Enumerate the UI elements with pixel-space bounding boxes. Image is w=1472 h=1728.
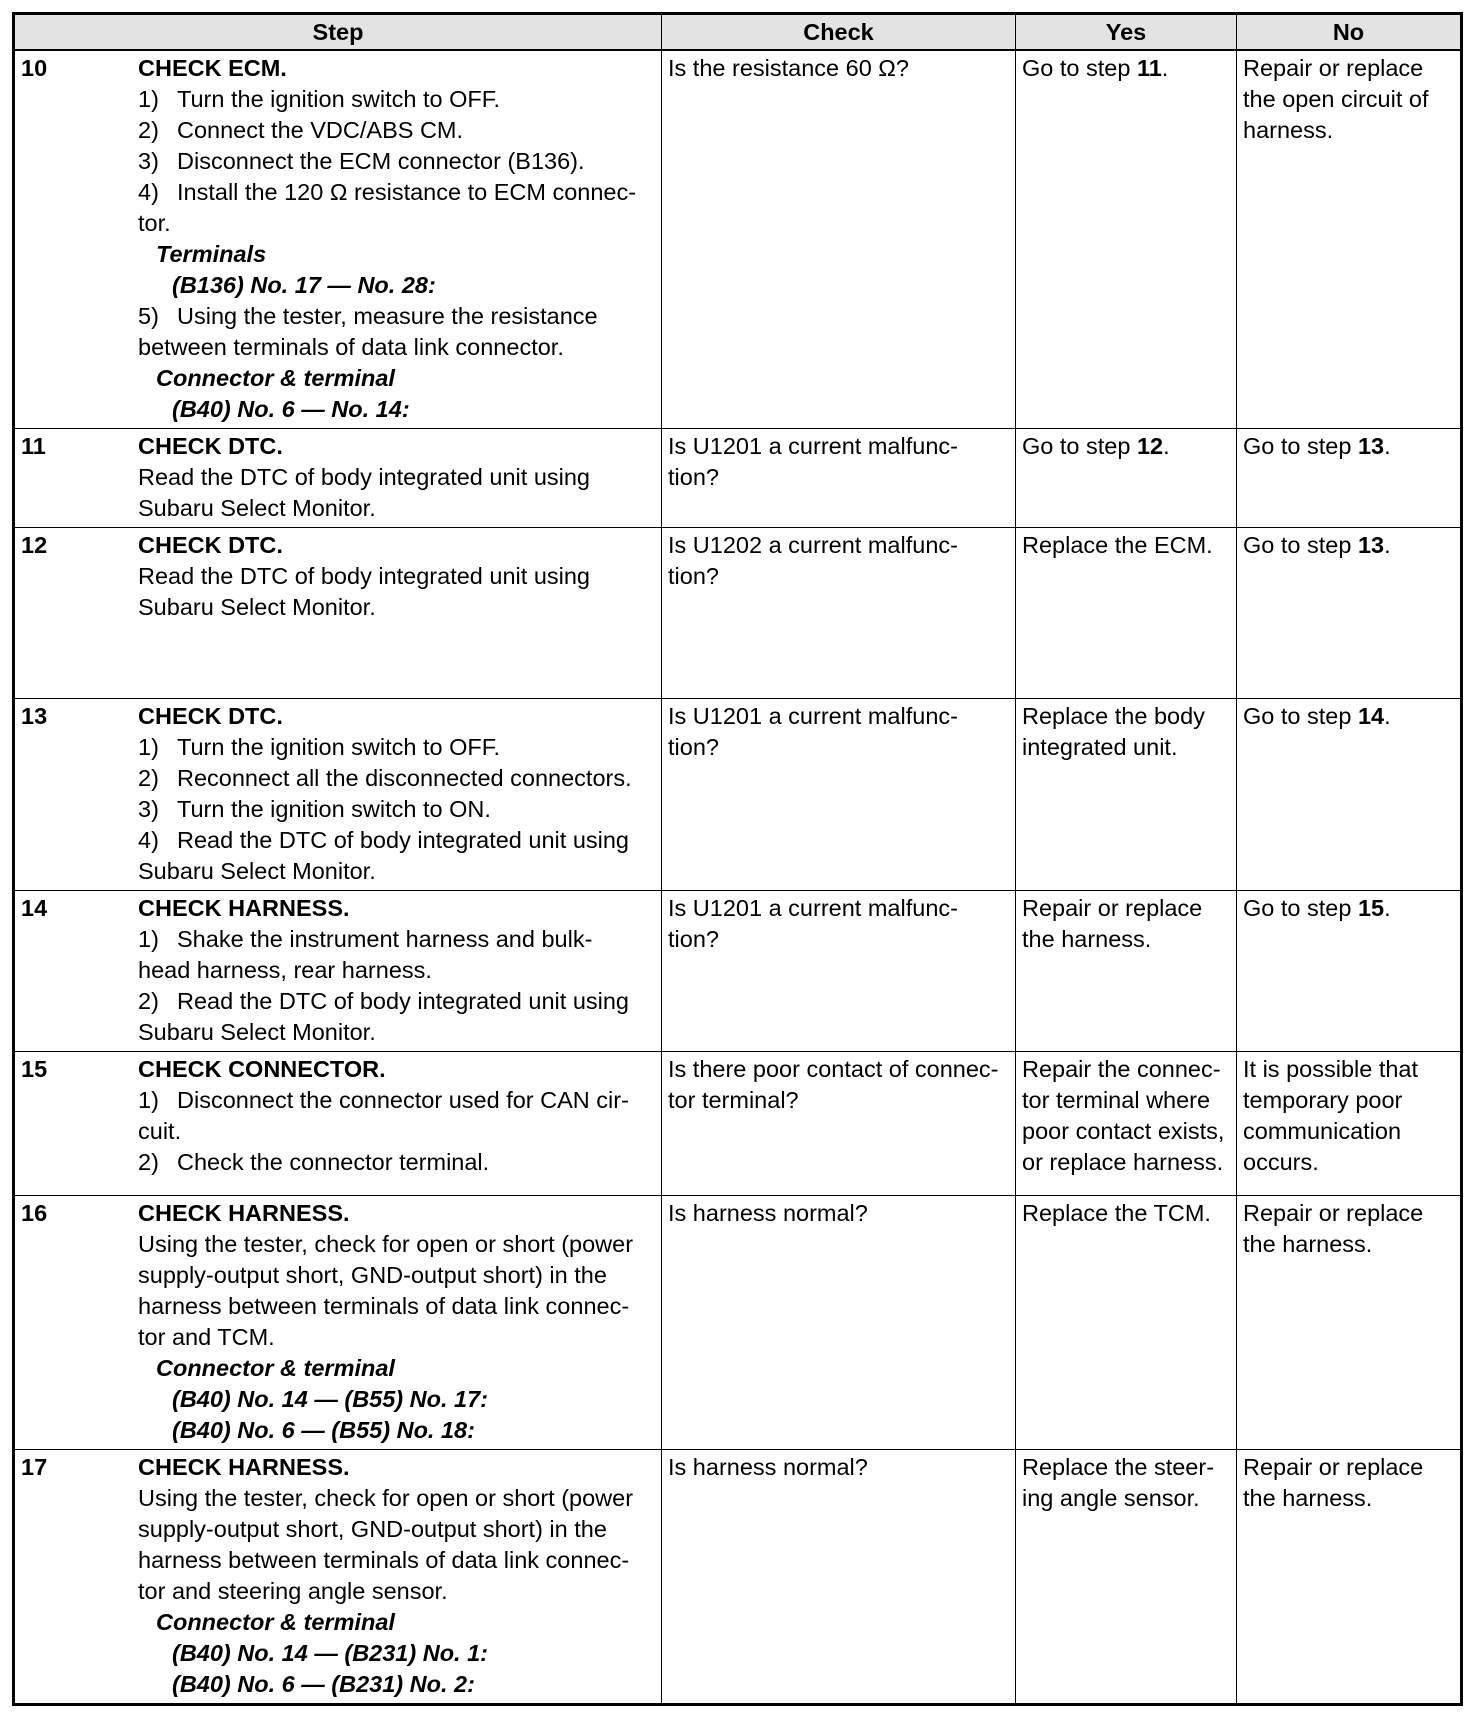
procedure-item-text: Disconnect the connector used for CAN cir- (177, 1087, 629, 1113)
procedure-text: tor and TCM. (138, 1324, 275, 1350)
step-number: 16 (21, 1200, 48, 1226)
procedure-text: Using the tester, check for open or short (power (138, 1231, 634, 1257)
step-number: 12 (21, 532, 48, 558)
spec-value: (B40) No. 6 — No. 14: (172, 396, 410, 422)
yes-step-ref: 11 (1136, 55, 1162, 81)
no-text: Go to step (1243, 532, 1358, 558)
spec-label: Connector & terminal (156, 365, 395, 391)
procedure-text: Read the DTC of body integrated unit using (138, 563, 590, 589)
yes-cell (1016, 50, 1237, 429)
step-body (138, 53, 655, 425)
step-title: CHECK HARNESS. (138, 1454, 350, 1480)
procedure-item-text: Shake the instrument harness and bulk- (177, 926, 593, 952)
procedure-item-text: Install the 120 Ω resistance to ECM connec- (177, 179, 637, 205)
procedure-item (138, 732, 655, 763)
yes-cell (1016, 528, 1237, 699)
step-title: CHECK ECM. (138, 55, 287, 81)
step-body (138, 1452, 655, 1700)
table-body (14, 50, 1462, 1705)
check-cell: Is the resistance 60 Ω? (662, 50, 1016, 429)
procedure-text: supply-output short, GND-output short) in the (138, 1262, 607, 1288)
no-cell (1237, 1052, 1462, 1196)
procedure-text: head harness, rear harness. (138, 957, 432, 983)
spec-value: (B40) No. 6 — (B55) No. 18: (172, 1417, 475, 1443)
yes-cell (1016, 699, 1237, 891)
step-number: 17 (21, 1454, 48, 1480)
procedure-item-number: 2) (138, 117, 159, 143)
check-cell: Is U1201 a current malfunc- tion? (662, 429, 1016, 528)
step-body (138, 530, 655, 623)
procedure-item-text: Turn the ignition switch to OFF. (177, 734, 501, 760)
procedure-text: Read the DTC of body integrated unit using (138, 464, 590, 490)
procedure-item (138, 794, 655, 825)
step-body (138, 701, 655, 887)
no-cell (1237, 699, 1462, 891)
no-text: Repair or replace the harness. (1243, 1200, 1424, 1257)
procedure-item-text: Read the DTC of body integrated unit using (177, 827, 629, 853)
procedure-item-number: 2) (138, 988, 159, 1014)
no-text-end: . (1384, 895, 1391, 921)
yes-text: Replace the TCM. (1022, 1200, 1211, 1226)
procedure-text: cuit. (138, 1118, 182, 1144)
no-step-ref: 15 (1357, 895, 1385, 921)
no-cell (1237, 891, 1462, 1052)
procedure-item (138, 763, 655, 794)
procedure-item-number: 4) (138, 179, 159, 205)
spec-label: Connector & terminal (156, 1355, 395, 1381)
step-title: CHECK DTC. (138, 532, 283, 558)
procedure-item-number: 3) (138, 796, 159, 822)
no-text: Go to step (1243, 703, 1358, 729)
table-row (14, 699, 1462, 891)
step-cell (14, 1450, 662, 1705)
procedure-text: Subaru Select Monitor. (138, 858, 376, 884)
no-text: Repair or replace the open circuit of harness. (1243, 55, 1429, 143)
yes-cell (1016, 429, 1237, 528)
procedure-item-text: Turn the ignition switch to ON. (177, 796, 491, 822)
no-text-end: . (1384, 532, 1391, 558)
yes-cell (1016, 1196, 1237, 1450)
procedure-item (138, 1147, 655, 1178)
procedure-item-text: Disconnect the ECM connector (B136). (177, 148, 585, 174)
step-number: 15 (21, 1056, 48, 1082)
step-title: CHECK CONNECTOR. (138, 1056, 386, 1082)
step-body (138, 893, 655, 1048)
step-number: 13 (21, 703, 48, 729)
step-title: CHECK DTC. (138, 703, 283, 729)
step-cell (14, 429, 662, 528)
procedure-item-number: 2) (138, 1149, 159, 1175)
no-text: Go to step (1243, 433, 1358, 459)
procedure-item (138, 825, 655, 856)
yes-text: Replace the ECM. (1022, 532, 1213, 558)
check-cell: Is there poor contact of connec- tor terminal? (662, 1052, 1016, 1196)
table-row (14, 528, 1462, 699)
table-row (14, 50, 1462, 429)
yes-text: Repair or replace the harness. (1022, 895, 1203, 952)
yes-cell (1016, 891, 1237, 1052)
yes-text: Go to step (1022, 433, 1137, 459)
procedure-item (138, 115, 655, 146)
step-cell (14, 699, 662, 891)
step-cell (14, 50, 662, 429)
no-text-end: . (1384, 433, 1391, 459)
procedure-text: tor and steering angle sensor. (138, 1578, 448, 1604)
procedure-item-text: Read the DTC of body integrated unit using (177, 988, 629, 1014)
procedure-item-text: Reconnect all the disconnected connectors. (177, 765, 632, 791)
table-row (14, 1052, 1462, 1196)
procedure-text: Subaru Select Monitor. (138, 594, 376, 620)
check-cell: Is U1201 a current malfunc- tion? (662, 891, 1016, 1052)
no-step-ref: 13 (1357, 433, 1385, 459)
table-row (14, 429, 1462, 528)
step-cell (14, 1052, 662, 1196)
table-row (14, 1196, 1462, 1450)
procedure-item-number: 1) (138, 1087, 159, 1113)
procedure-item-number: 5) (138, 303, 159, 329)
procedure-text: supply-output short, GND-output short) in the (138, 1516, 607, 1542)
yes-text: Repair the connec- tor terminal where poor contact exists, or replace harness. (1022, 1056, 1225, 1175)
procedure-item (138, 146, 655, 177)
procedure-item-text: Check the connector terminal. (177, 1149, 490, 1175)
procedure-item (138, 1085, 655, 1116)
spec-label: Connector & terminal (156, 1609, 395, 1635)
no-cell (1237, 50, 1462, 429)
yes-cell (1016, 1052, 1237, 1196)
step-body (138, 431, 655, 524)
check-cell: Is U1201 a current malfunc- tion? (662, 699, 1016, 891)
yes-text-end: . (1161, 55, 1169, 81)
procedure-item-number: 1) (138, 86, 159, 112)
procedure-item-number: 1) (138, 926, 159, 952)
check-cell: Is harness normal? (662, 1450, 1016, 1705)
procedure-text: harness between terminals of data link connec- (138, 1547, 630, 1573)
no-cell (1237, 429, 1462, 528)
procedure-item-text: Turn the ignition switch to OFF. (177, 86, 501, 112)
header-check: Check (662, 14, 1016, 51)
no-cell (1237, 1196, 1462, 1450)
header-no: No (1237, 14, 1462, 51)
step-title: CHECK HARNESS. (138, 895, 350, 921)
procedure-item (138, 84, 655, 115)
yes-text: Go to step (1022, 55, 1137, 81)
step-number: 14 (21, 895, 48, 921)
procedure-text: harness between terminals of data link connec- (138, 1293, 630, 1319)
step-body (138, 1054, 655, 1178)
procedure-text: Subaru Select Monitor. (138, 495, 376, 521)
step-cell (14, 528, 662, 699)
header-yes: Yes (1016, 14, 1237, 51)
procedure-item (138, 301, 655, 332)
spec-label: Terminals (156, 241, 267, 267)
spec-value: (B40) No. 14 — (B231) No. 1: (172, 1640, 489, 1666)
spec-value: (B40) No. 6 — (B231) No. 2: (172, 1671, 475, 1697)
no-text: Repair or replace the harness. (1243, 1454, 1424, 1511)
yes-text-end: . (1163, 433, 1170, 459)
procedure-text: between terminals of data link connector. (138, 334, 564, 360)
table-row (14, 891, 1462, 1052)
step-cell (14, 1196, 662, 1450)
step-cell (14, 891, 662, 1052)
procedure-text: tor. (138, 210, 171, 236)
no-cell (1237, 1450, 1462, 1705)
diagnosis-table (12, 12, 1463, 1706)
check-cell: Is harness normal? (662, 1196, 1016, 1450)
yes-step-ref: 12 (1136, 433, 1164, 459)
step-title: CHECK DTC. (138, 433, 283, 459)
yes-text: Replace the body integrated unit. (1022, 703, 1205, 760)
step-number: 10 (21, 55, 48, 81)
procedure-item (138, 177, 655, 208)
step-title: CHECK HARNESS. (138, 1200, 350, 1226)
yes-cell (1016, 1450, 1237, 1705)
step-number: 11 (21, 433, 46, 459)
header-row (14, 14, 1462, 51)
header-step: Step (14, 14, 662, 51)
procedure-item (138, 986, 655, 1017)
procedure-item-number: 4) (138, 827, 159, 853)
procedure-item-number: 2) (138, 765, 159, 791)
procedure-item (138, 924, 655, 955)
procedure-text: Subaru Select Monitor. (138, 1019, 376, 1045)
table-row (14, 1450, 1462, 1705)
check-cell: Is U1202 a current malfunc- tion? (662, 528, 1016, 699)
procedure-item-number: 1) (138, 734, 159, 760)
no-cell (1237, 528, 1462, 699)
no-step-ref: 13 (1357, 532, 1385, 558)
procedure-item-number: 3) (138, 148, 159, 174)
yes-text: Replace the steer- ing angle sensor. (1022, 1454, 1215, 1511)
step-body (138, 1198, 655, 1446)
no-step-ref: 14 (1357, 703, 1385, 729)
no-text: Go to step (1243, 895, 1358, 921)
procedure-text: Using the tester, check for open or short (power (138, 1485, 634, 1511)
spec-value: (B40) No. 14 — (B55) No. 17: (172, 1386, 489, 1412)
no-text-end: . (1384, 703, 1391, 729)
procedure-item-text: Connect the VDC/ABS CM. (177, 117, 464, 143)
procedure-item-text: Using the tester, measure the resistance (177, 303, 598, 329)
no-text: It is possible that temporary poor communication occurs. (1243, 1056, 1419, 1175)
spec-value: (B136) No. 17 — No. 28: (172, 272, 436, 298)
